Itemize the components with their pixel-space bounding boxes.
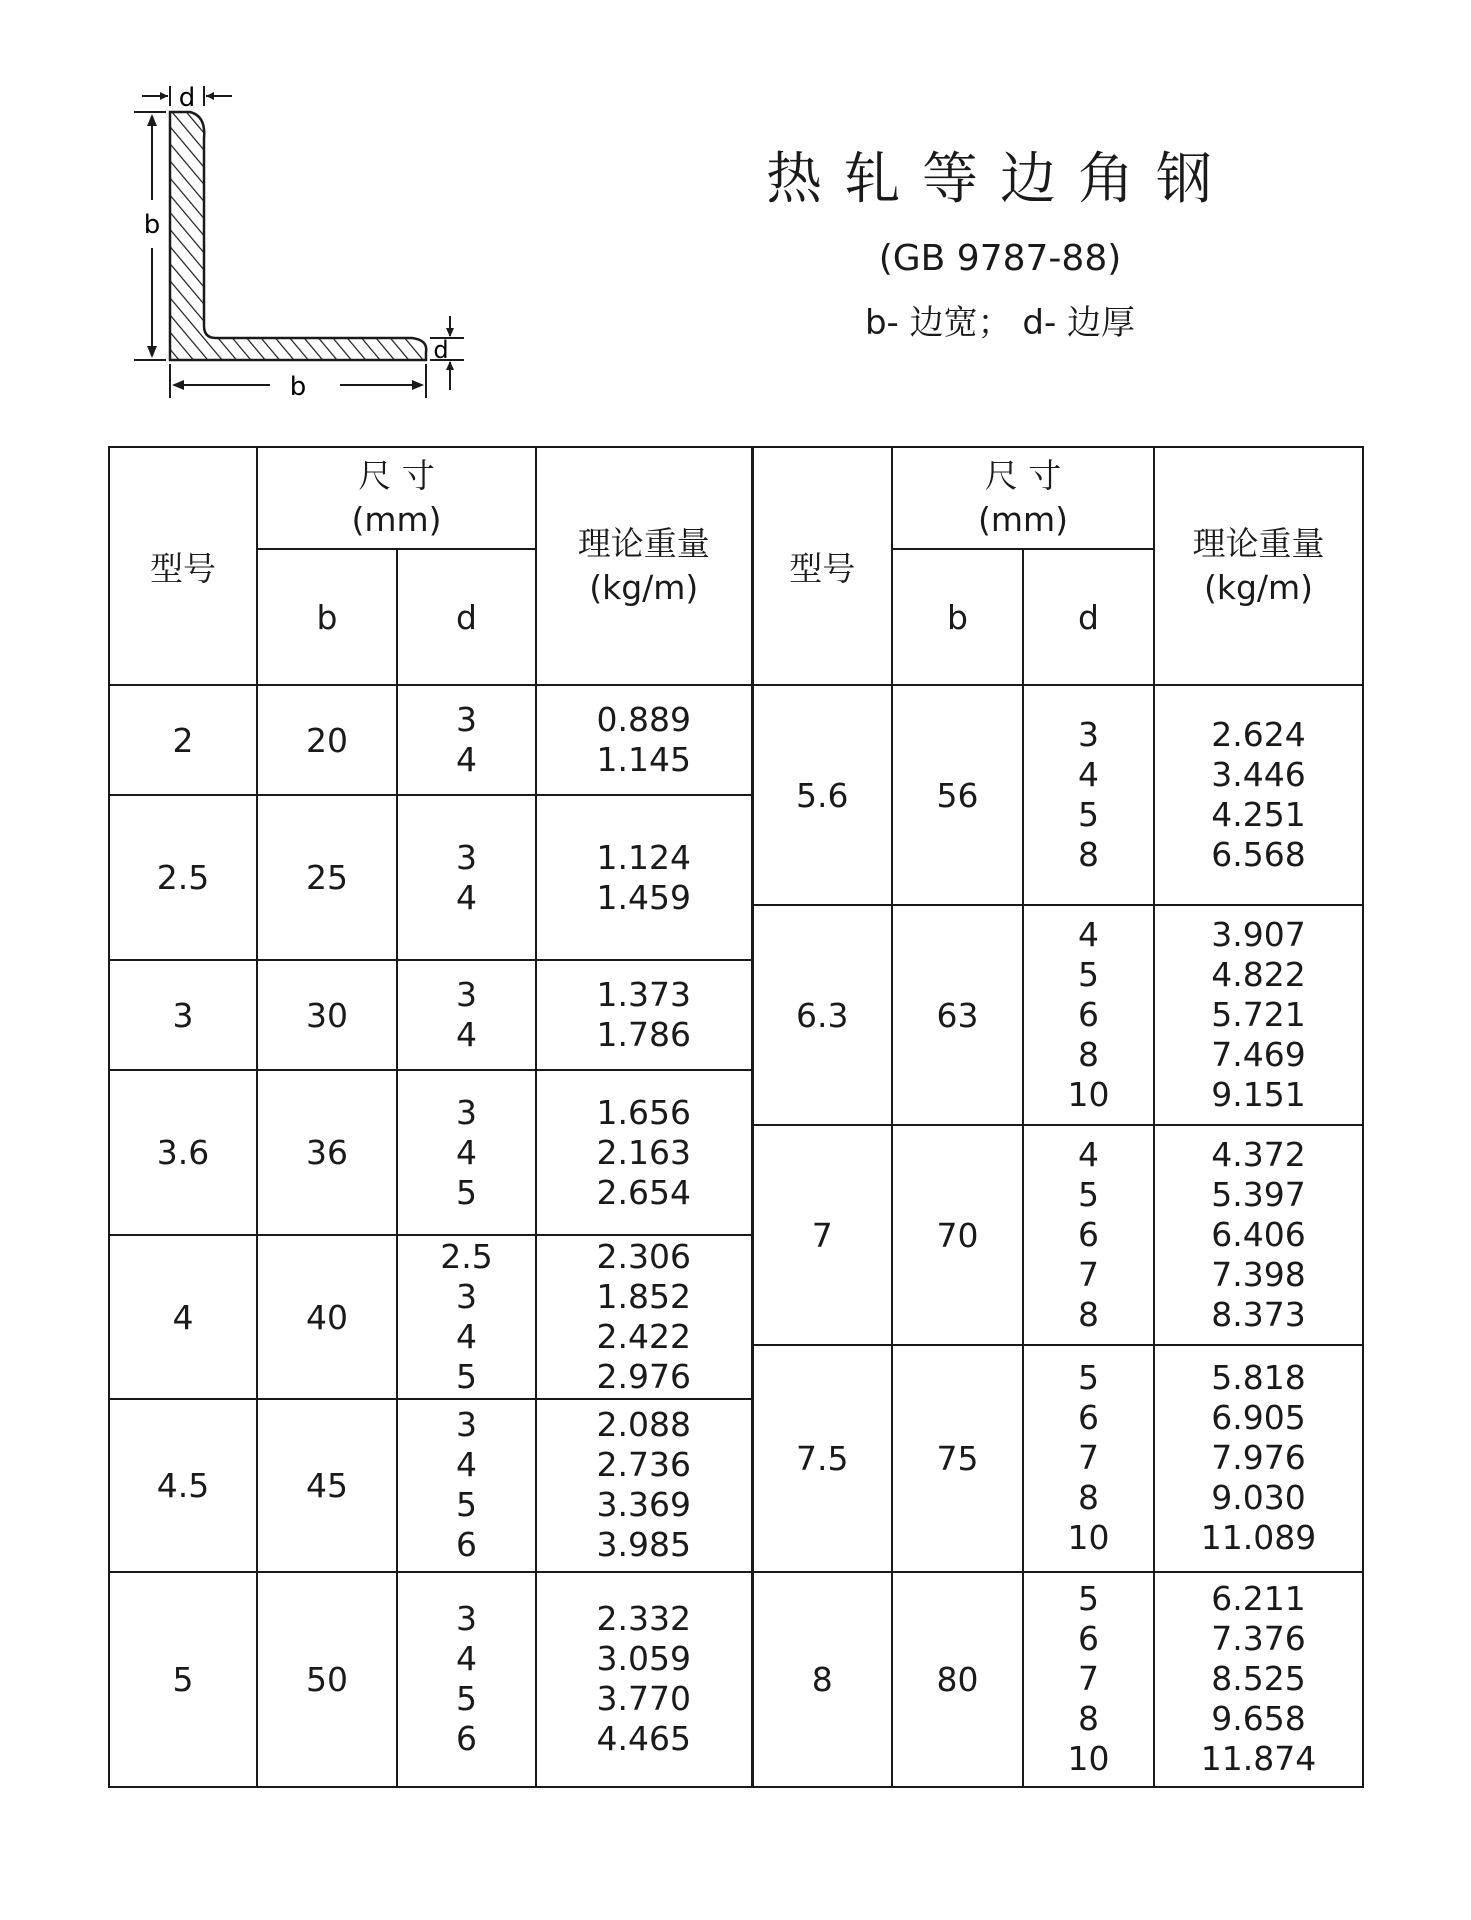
thickness-value: 3 bbox=[456, 837, 477, 877]
width-cell-right: 70 bbox=[892, 1125, 1023, 1345]
thickness-cell bbox=[397, 795, 536, 960]
weight-cell bbox=[536, 960, 752, 1070]
thickness-cell bbox=[397, 685, 536, 795]
spec-table bbox=[108, 446, 1364, 1788]
weight-value: 4.251 bbox=[1211, 795, 1306, 834]
width-cell-right: 80 bbox=[892, 1572, 1023, 1787]
header-weight-right bbox=[1154, 447, 1363, 685]
header-size-unit: (mm) bbox=[351, 500, 442, 539]
page-title: 热轧等边角钢 bbox=[766, 147, 1234, 212]
weight-value: 4.372 bbox=[1211, 1135, 1306, 1174]
model-cell: 2.5 bbox=[109, 795, 257, 960]
thickness-value: 3 bbox=[456, 1599, 477, 1639]
weight-cell bbox=[536, 795, 752, 960]
thickness-value: 5 bbox=[1078, 1358, 1100, 1398]
thickness-value: 3 bbox=[456, 1277, 477, 1316]
thickness-value: 10 bbox=[1067, 1518, 1110, 1558]
symbol-legend: b- 边宽； d- 边厚 bbox=[864, 303, 1136, 343]
weight-value: 7.469 bbox=[1211, 1035, 1306, 1074]
weight-value: 1.852 bbox=[596, 1277, 691, 1316]
weight-value: 3.770 bbox=[596, 1679, 691, 1719]
weight-value: 11.089 bbox=[1200, 1518, 1317, 1558]
thickness-value: 4 bbox=[1078, 1135, 1100, 1174]
thickness-value: 5 bbox=[456, 1172, 477, 1212]
model-cell: 3.6 bbox=[109, 1070, 257, 1235]
weight-cell-right bbox=[1154, 1572, 1363, 1787]
thickness-value: 7 bbox=[1078, 1438, 1100, 1478]
thickness-value: 6 bbox=[456, 1525, 477, 1565]
thickness-value: 7 bbox=[1078, 1659, 1100, 1699]
thickness-cell bbox=[397, 1235, 536, 1399]
thickness-value: 6 bbox=[1078, 1619, 1100, 1659]
weight-value: 1.786 bbox=[596, 1015, 691, 1054]
header-size-label: 尺 寸 bbox=[358, 456, 435, 495]
width-cell: 45 bbox=[257, 1399, 397, 1572]
thickness-value: 6 bbox=[1078, 1215, 1100, 1254]
weight-value: 2.976 bbox=[596, 1357, 691, 1396]
header-size-unit: (mm) bbox=[978, 500, 1069, 539]
model-cell: 5 bbox=[109, 1572, 257, 1787]
thickness-value: 8 bbox=[1078, 1699, 1100, 1739]
thickness-value: 6 bbox=[456, 1719, 477, 1759]
model-cell: 4 bbox=[109, 1235, 257, 1399]
weight-value: 1.656 bbox=[596, 1092, 691, 1132]
weight-value: 2.332 bbox=[596, 1599, 691, 1639]
width-cell: 25 bbox=[257, 795, 397, 960]
header-d-right: d bbox=[1023, 549, 1154, 685]
weight-value: 1.124 bbox=[596, 837, 691, 877]
header-weight bbox=[536, 447, 752, 685]
thickness-value: 4 bbox=[456, 1639, 477, 1679]
thickness-value: 2.5 bbox=[440, 1237, 493, 1276]
thickness-value: 8 bbox=[1078, 1035, 1100, 1074]
standard-code: (GB 9787-88) bbox=[878, 238, 1122, 279]
header-size-right bbox=[892, 447, 1154, 549]
weight-cell-right bbox=[1154, 905, 1363, 1125]
thickness-value: 8 bbox=[1078, 1295, 1100, 1334]
weight-value: 3.369 bbox=[596, 1485, 691, 1525]
weight-value: 6.211 bbox=[1211, 1579, 1306, 1619]
model-cell-right: 7.5 bbox=[752, 1345, 892, 1572]
width-cell: 20 bbox=[257, 685, 397, 795]
spec-table-body bbox=[109, 447, 1363, 1787]
weight-value: 1.373 bbox=[596, 975, 691, 1014]
header-model-right: 型号 bbox=[752, 447, 892, 685]
thickness-value: 5 bbox=[456, 1679, 477, 1719]
header-size bbox=[257, 447, 536, 549]
weight-value: 1.459 bbox=[596, 877, 691, 917]
model-cell: 2 bbox=[109, 685, 257, 795]
thickness-cell-right bbox=[1023, 685, 1154, 905]
header-model: 型号 bbox=[109, 447, 257, 685]
thickness-value: 3 bbox=[456, 975, 477, 1014]
thickness-value: 5 bbox=[1078, 1175, 1100, 1214]
header-b-right: b bbox=[892, 549, 1023, 685]
weight-value: 6.905 bbox=[1211, 1398, 1306, 1438]
thickness-cell-right bbox=[1023, 905, 1154, 1125]
weight-cell bbox=[536, 1235, 752, 1399]
thickness-value: 5 bbox=[1078, 1579, 1100, 1619]
thickness-value: 3 bbox=[1078, 715, 1100, 754]
thickness-cell-right bbox=[1023, 1125, 1154, 1345]
thickness-value: 4 bbox=[1078, 755, 1100, 794]
weight-value: 2.422 bbox=[596, 1317, 691, 1356]
weight-cell bbox=[536, 685, 752, 795]
weight-value: 7.398 bbox=[1211, 1255, 1306, 1294]
thickness-value: 4 bbox=[456, 1445, 477, 1485]
header-d: d bbox=[397, 549, 536, 685]
thickness-value: 3 bbox=[456, 1405, 477, 1445]
weight-value: 7.376 bbox=[1211, 1619, 1306, 1659]
thickness-value: 8 bbox=[1078, 835, 1100, 874]
weight-value: 8.373 bbox=[1211, 1295, 1306, 1334]
model-cell-right: 5.6 bbox=[752, 685, 892, 905]
thickness-value: 5 bbox=[456, 1485, 477, 1525]
weight-value: 8.525 bbox=[1211, 1659, 1306, 1699]
weight-value: 9.030 bbox=[1211, 1478, 1306, 1518]
thickness-label-right: d bbox=[433, 336, 449, 364]
weight-value: 0.889 bbox=[596, 700, 691, 739]
thickness-label-top: d bbox=[178, 83, 196, 113]
thickness-value: 10 bbox=[1067, 1075, 1110, 1114]
weight-value: 5.397 bbox=[1211, 1175, 1306, 1214]
header-size-label: 尺 寸 bbox=[984, 456, 1062, 495]
angle-profile bbox=[170, 112, 426, 360]
weight-value: 2.088 bbox=[596, 1405, 691, 1445]
thickness-value: 4 bbox=[456, 1132, 477, 1172]
table-row bbox=[109, 685, 1363, 740]
header-weight-label: 理论重量 bbox=[1192, 524, 1325, 563]
thickness-cell-right bbox=[1023, 1345, 1154, 1572]
thickness-value: 4 bbox=[456, 877, 477, 917]
weight-value: 6.568 bbox=[1211, 835, 1306, 874]
thickness-cell bbox=[397, 1572, 536, 1787]
weight-value: 6.406 bbox=[1211, 1215, 1306, 1254]
weight-value: 3.907 bbox=[1211, 915, 1306, 954]
thickness-value: 4 bbox=[456, 740, 477, 779]
width-cell-right: 63 bbox=[892, 905, 1023, 1125]
weight-value: 2.654 bbox=[596, 1172, 691, 1212]
header-weight-unit: (kg/m) bbox=[589, 568, 699, 607]
width-cell: 50 bbox=[257, 1572, 397, 1787]
thickness-value: 5 bbox=[1078, 955, 1100, 994]
weight-cell bbox=[536, 1399, 752, 1572]
thickness-value: 10 bbox=[1067, 1739, 1110, 1779]
weight-value: 1.145 bbox=[596, 740, 691, 779]
thickness-value: 4 bbox=[456, 1015, 477, 1054]
model-cell-right: 6.3 bbox=[752, 905, 892, 1125]
weight-cell bbox=[536, 1070, 752, 1235]
weight-cell-right bbox=[1154, 685, 1363, 905]
width-label-left: b bbox=[143, 210, 161, 240]
weight-value: 4.465 bbox=[596, 1719, 691, 1759]
thickness-cell-right bbox=[1023, 1572, 1154, 1787]
weight-cell-right bbox=[1154, 1345, 1363, 1572]
weight-value: 5.721 bbox=[1211, 995, 1306, 1034]
weight-value: 9.658 bbox=[1211, 1699, 1306, 1739]
angle-steel-diagram bbox=[130, 80, 490, 410]
weight-value: 3.446 bbox=[1211, 755, 1306, 794]
weight-value: 11.874 bbox=[1200, 1739, 1317, 1779]
thickness-cell bbox=[397, 1070, 536, 1235]
thickness-value: 3 bbox=[456, 1092, 477, 1132]
thickness-value: 5 bbox=[456, 1357, 477, 1396]
weight-value: 3.985 bbox=[596, 1525, 691, 1565]
width-cell-right: 56 bbox=[892, 685, 1023, 905]
weight-value: 5.818 bbox=[1211, 1358, 1306, 1398]
weight-value: 2.163 bbox=[596, 1132, 691, 1172]
thickness-value: 8 bbox=[1078, 1478, 1100, 1518]
weight-value: 3.059 bbox=[596, 1639, 691, 1679]
thickness-value: 5 bbox=[1078, 795, 1100, 834]
width-cell: 36 bbox=[257, 1070, 397, 1235]
model-cell-right: 8 bbox=[752, 1572, 892, 1787]
thickness-cell bbox=[397, 1399, 536, 1572]
model-cell: 3 bbox=[109, 960, 257, 1070]
thickness-value: 6 bbox=[1078, 995, 1100, 1034]
width-label-bottom: b bbox=[289, 372, 307, 402]
model-cell-right: 7 bbox=[752, 1125, 892, 1345]
width-cell: 40 bbox=[257, 1235, 397, 1399]
weight-cell bbox=[536, 1572, 752, 1787]
weight-cell-right bbox=[1154, 1125, 1363, 1345]
thickness-value: 4 bbox=[456, 1317, 477, 1356]
width-cell-right: 75 bbox=[892, 1345, 1023, 1572]
weight-value: 2.736 bbox=[596, 1445, 691, 1485]
weight-value: 7.976 bbox=[1211, 1438, 1306, 1478]
header-weight-label: 理论重量 bbox=[577, 524, 710, 563]
width-cell: 30 bbox=[257, 960, 397, 1070]
header-b: b bbox=[257, 549, 397, 685]
weight-value: 2.306 bbox=[596, 1237, 691, 1276]
weight-value: 9.151 bbox=[1211, 1075, 1306, 1114]
header-weight-unit: (kg/m) bbox=[1203, 568, 1314, 607]
thickness-value: 4 bbox=[1078, 915, 1100, 954]
weight-value: 2.624 bbox=[1211, 715, 1306, 754]
title-block bbox=[700, 140, 1300, 348]
thickness-cell bbox=[397, 960, 536, 1070]
thickness-value: 6 bbox=[1078, 1398, 1100, 1438]
weight-value: 4.822 bbox=[1211, 955, 1306, 994]
model-cell: 4.5 bbox=[109, 1399, 257, 1572]
thickness-value: 3 bbox=[456, 700, 477, 739]
thickness-value: 7 bbox=[1078, 1255, 1100, 1294]
